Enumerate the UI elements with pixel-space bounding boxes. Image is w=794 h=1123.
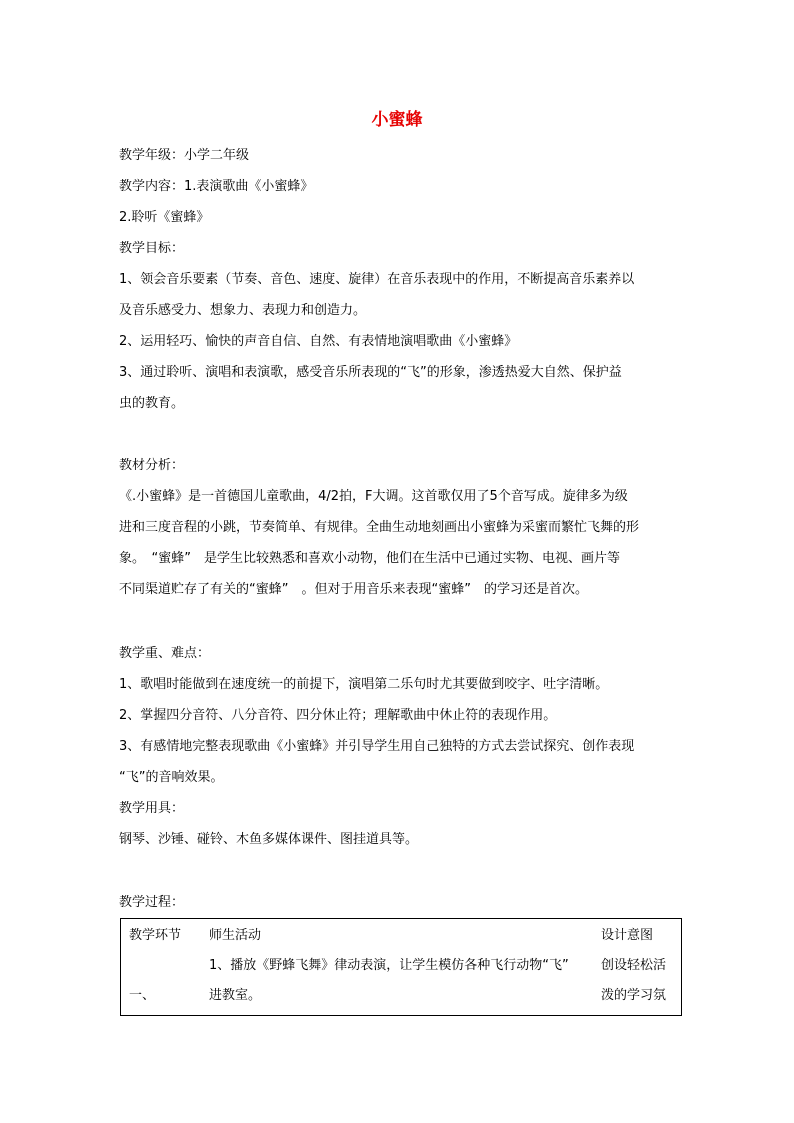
- analysis-line-2: 进和三度音程的小跳，节奏简单、有规律。全曲生动地刻画出小蜜蜂为采蜜而繁忙飞舞的形: [119, 520, 640, 535]
- content-line-2: 2.聆听《蜜蜂》: [119, 210, 210, 225]
- key-point-1: 1、歌唱时能做到在速度统一的前提下，演唱第二乐句时尤其要做到咬字、吐字清晰。: [119, 677, 609, 692]
- key-points-heading: 教学重、难点：: [119, 646, 211, 661]
- header-intent: 设计意图: [601, 928, 654, 943]
- objective-1-line-2: 及音乐感受力、想象力、表现力和创造力。: [119, 303, 367, 318]
- objective-3-line-1: 3、通过聆听、演唱和表演歌，感受音乐所表现的“飞”的形象，渗透热爱大自然、保护益: [119, 365, 622, 380]
- document-title: 小蜜蜂: [371, 110, 423, 130]
- key-point-2: 2、掌握四分音符、八分音符、四分休止符；理解歌曲中休止符的表现作用。: [119, 708, 557, 723]
- key-point-3-line-2: “飞”的音响效果。: [119, 770, 224, 785]
- objective-3-line-2: 虫的教育。: [119, 396, 185, 411]
- header-stage: 教学环节: [129, 928, 182, 943]
- tools-heading: 教学用具：: [119, 801, 185, 816]
- analysis-line-1: 《.小蜜蜂》是一首德国儿童歌曲，4/2拍，F大调。这首歌仅用了5个音写成。旋律多为级: [119, 489, 628, 504]
- tools-line: 钢琴、沙锤、碰铃、木鱼多媒体课件、图挂道具等。: [119, 832, 419, 847]
- header-activity: 师生活动: [209, 928, 262, 943]
- row1-activity-line-1: 1、播放《野蜂飞舞》律动表演，让学生模仿各种飞行动物“飞”: [209, 958, 569, 973]
- activity-column: [209, 919, 601, 1016]
- analysis-line-3: 象。 “蜜蜂” 是学生比较熟悉和喜欢小动物，他们在生活中已通过实物、电视、画片等: [119, 551, 620, 566]
- teaching-process-table: [120, 918, 682, 1016]
- process-heading: 教学过程：: [119, 895, 185, 910]
- content-line: 教学内容：1.表演歌曲《小蜜蜂》: [119, 179, 314, 194]
- objective-1-line-1: 1、领会音乐要素（节奏、音色、速度、旋律）在音乐表现中的作用，不断提高音乐素养以: [119, 272, 635, 287]
- row1-intent-line-1: 创设轻松活: [601, 958, 667, 973]
- objective-2: 2、运用轻巧、愉快的声音自信、自然、有表情地演唱歌曲《小蜜蜂》: [119, 334, 518, 349]
- analysis-line-4: 不同渠道贮存了有关的“蜜蜂” 。但对于用音乐来表现“蜜蜂” 的学习还是首次。: [119, 582, 588, 597]
- analysis-heading: 教材分析：: [119, 458, 185, 473]
- grade-line: 教学年级：小学二年级: [119, 148, 250, 163]
- key-point-3-line-1: 3、有感情地完整表现歌曲《小蜜蜂》并引导学生用自己独特的方式去尝试探究、创作表现: [119, 739, 635, 754]
- objectives-heading: 教学目标：: [119, 241, 185, 256]
- row1-stage: 一、: [129, 988, 156, 1003]
- row1-intent-line-2: 泼的学习氛: [601, 988, 667, 1003]
- row1-activity-line-2: 进教室。: [209, 988, 262, 1003]
- stage-column: [121, 919, 210, 1016]
- intent-column: [601, 919, 682, 1016]
